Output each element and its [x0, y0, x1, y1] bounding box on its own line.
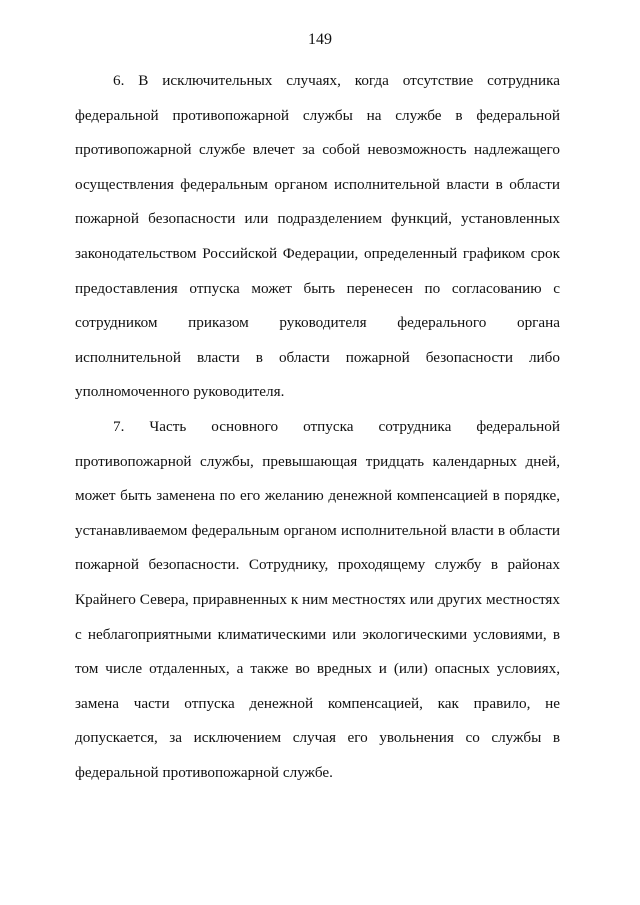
paragraph-6: 6. В исключительных случаях, когда отсутствие сотрудника федеральной противопожарной службы на службе в федеральной противопожарной службе влечет за собой невозможность надлежащего осуществления федеральным органом исполнительной власти в области пожарной безопасности или подразделением функций, установленных законодательством Российской Федерации, определенный графиком срок предоставления отпуска может быть перенесен по согласованию с сотрудником приказом руководителя федерального органа исполнительной власти в области пожарной безопасности либо уполномоченного руководителя.	[75, 72, 560, 401]
page-number: 149	[308, 31, 332, 48]
document-body	[75, 64, 560, 790]
paragraph-7: 7. Часть основного отпуска сотрудника федеральной противопожарной службы, превышающая тридцать календарных дней, может быть заменена по его желанию денежной компенсацией в порядке, устанавливаемом федеральным органом исполнительной власти в области пожарной безопасности. Сотруднику, проходящему службу в районах Крайнего Севера, приравненных к ним местностях или других местностях с неблагоприятными климатическими или экологическими условиями, в том числе отдаленных, а также во вредных и (или) опасных условиях, замена части отпуска денежной компенсацией, как правило, не допускается, за исключением случая его увольнения со службы в федеральной противопожарной службе.	[75, 417, 560, 781]
